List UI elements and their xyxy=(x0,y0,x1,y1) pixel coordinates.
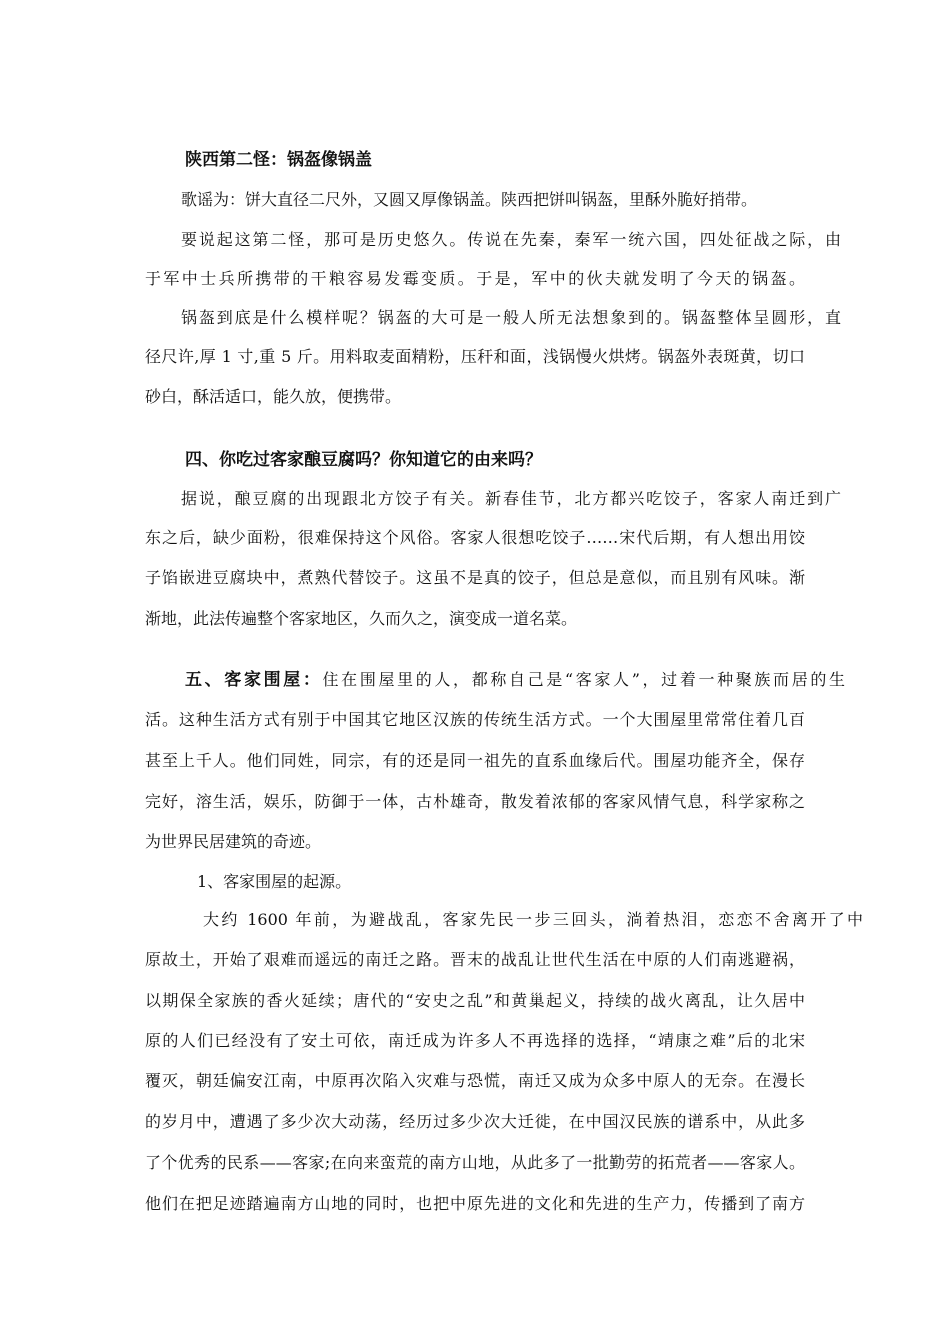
paragraph-line: 渐地，此法传遍整个客家地区，久而久之，演变成一道名菜。 xyxy=(145,609,578,628)
paragraph-line: 他们在把足迹踏遍南方山地的同时，也把中原先进的文化和先进的生产力，传播到了南方 xyxy=(145,1194,805,1213)
paragraph-line: 歌谣为：饼大直径二尺外，又圆又厚像锅盖。陕西把饼叫锅盔，里酥外脆好捎带。 xyxy=(181,190,758,209)
paragraph-line: 径尺许,厚 1 寸,重 5 斤。用料取麦面精粉，压秆和面，浅锅慢火烘烤。锅盔外表斑黄，切口 xyxy=(145,347,805,366)
paragraph-line: 原故土，开始了艰难而遥远的南迁之路。晋末的战乱让世代生活在中原的人们南逃避祸， xyxy=(145,950,805,969)
paragraph-line: 原的人们已经没有了安土可依，南迁成为许多人不再选择的选择，“靖康之难”后的北宋 xyxy=(145,1031,805,1050)
paragraph-line: 的岁月中，遭遇了多少次大动荡，经历过多少次大迁徙，在中国汉民族的谱系中，从此多 xyxy=(145,1112,805,1131)
paragraph-line: 砂白，酥活适口，能久放，便携带。 xyxy=(145,387,402,406)
paragraph-line: 为世界民居建筑的奇迹。 xyxy=(145,832,322,851)
paragraph-line: 据说，酿豆腐的出现跟北方饺子有关。新春佳节，北方都兴吃饺子，客家人南迁到广 xyxy=(181,489,841,508)
paragraph-line: 完好，溶生活，娱乐，防御于一体，古朴雄奇，散发着浓郁的客家风情气息，科学家称之 xyxy=(145,792,805,811)
paragraph-line: 以期保全家族的香火延续；唐代的“安史之乱”和黄巢起义，持续的战火离乱，让久居中 xyxy=(145,991,805,1010)
paragraph-line: 要说起这第二怪，那可是历史悠久。传说在先秦，秦军一统六国，四处征战之际，由 xyxy=(181,230,841,249)
section-title-shaanxi: 陕西第二怪：锅盔像锅盖 xyxy=(185,150,372,170)
paragraph-line: 东之后，缺少面粉，很难保持这个风俗。客家人很想吃饺子……宋代后期，有人想出用饺 xyxy=(145,528,805,547)
paragraph-line: 于军中士兵所携带的干粮容易发霉变质。于是，军中的伙夫就发明了今天的锅盔。 xyxy=(145,269,805,288)
paragraph-line: 甚至上千人。他们同姓，同宗，有的还是同一祖先的直系血缘后代。围屋功能齐全，保存 xyxy=(145,751,805,770)
paragraph-line: 覆灭，朝廷偏安江南，中原再次陷入灾难与恐慌，南迁又成为众多中原人的无奈。在漫长 xyxy=(145,1071,805,1090)
subheading-origin: 1、客家围屋的起源。 xyxy=(197,872,352,891)
paragraph-line: 大约 1600 年前，为避战乱，客家先民一步三回头，淌着热泪，恋恋不舍离开了中 xyxy=(203,910,863,929)
section-weiwu-first-line xyxy=(145,670,845,690)
paragraph-line: 子馅嵌进豆腐块中，煮熟代替饺子。这虽不是真的饺子，但总是意似，而且别有风味。渐 xyxy=(145,568,805,587)
paragraph-text: 住在围屋里的人，都称自己是“客家人”，过着一种聚族而居的生 xyxy=(322,670,845,689)
paragraph-line: 了个优秀的民系——客家;在向来蛮荒的南方山地，从此多了一批勤劳的拓荒者——客家人。 xyxy=(145,1153,805,1172)
section-title-weiwu: 五、客家围屋： xyxy=(185,670,323,690)
paragraph-line: 活。这种生活方式有别于中国其它地区汉族的传统生活方式。一个大围屋里常常住着几百 xyxy=(145,710,805,729)
section-title-tofu: 四、你吃过客家酿豆腐吗？你知道它的由来吗？ xyxy=(185,450,542,470)
paragraph-line: 锅盔到底是什么模样呢？锅盔的大可是一般人所无法想象到的。锅盔整体呈圆形，直 xyxy=(181,308,841,327)
